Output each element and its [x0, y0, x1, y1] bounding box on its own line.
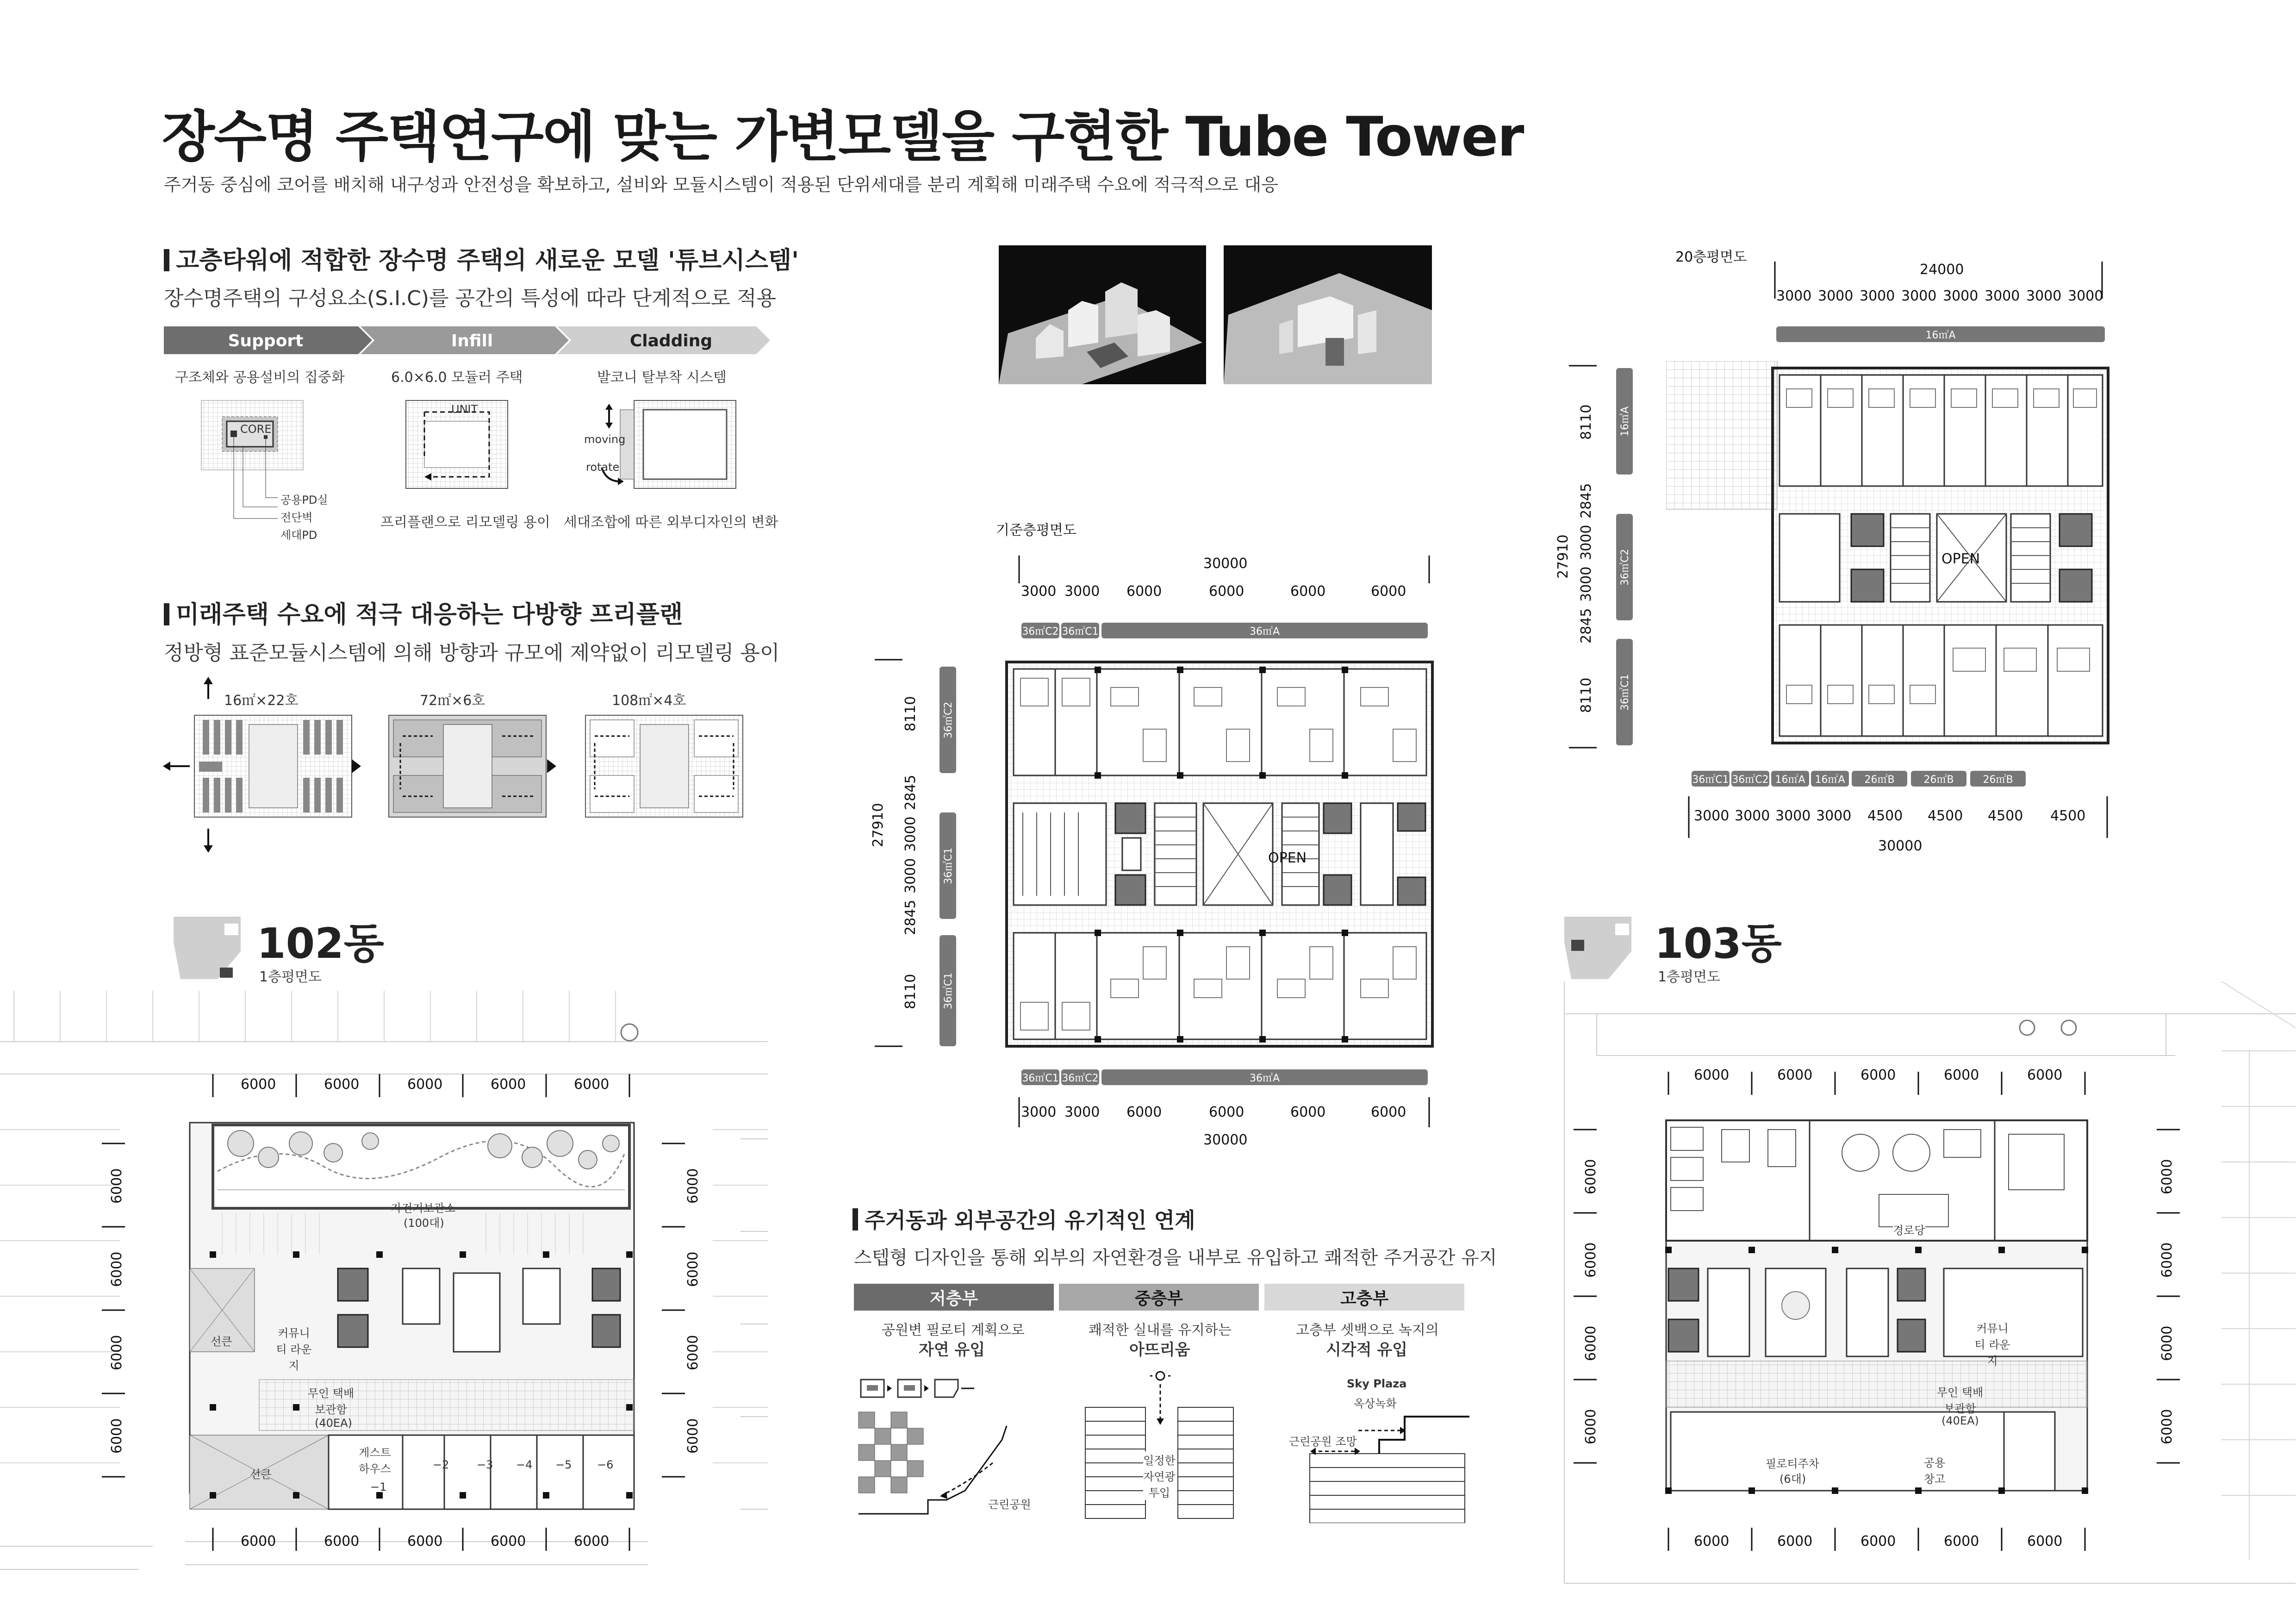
dim: 6000	[241, 1533, 276, 1549]
outdoor-sub: 스텝형 디자인을 통해 외부의 자연환경을 내부로 유입하고 쾌적한 주거공간 유지	[854, 1247, 1497, 1268]
dim: 6000	[1583, 1409, 1599, 1444]
pill-text: 36㎡C1	[1619, 674, 1631, 711]
infill-caption: 프리플랜으로 리모델링 용이	[380, 514, 550, 531]
floor20-bottom-pill: 36㎡C2	[1731, 771, 1769, 787]
dim: 6000	[1694, 1533, 1730, 1549]
dim: 2845	[1578, 483, 1594, 518]
dim: 3000	[1985, 288, 2020, 304]
tier-low-desc: 공원변 필로티 계획으로	[882, 1322, 1025, 1338]
typical-top-dims	[1018, 583, 1435, 602]
typical-bottom-pill-c1: 36㎡C1	[1021, 1069, 1059, 1085]
dim: 6000	[2027, 1533, 2063, 1549]
outdoor-light-label: 일정한 자연광 투입	[1143, 1451, 1176, 1500]
outdoor-heading-text: 주거동과 외부공간의 유기적인 연계	[865, 1208, 1195, 1233]
dim: 8110	[1578, 404, 1594, 440]
option-3-label: 108㎡×4호	[612, 693, 686, 709]
legend-unit-pd: 세대PD	[280, 529, 317, 542]
floor20-bottom-ticks	[1687, 796, 2113, 838]
typical-total-depth: 27910	[870, 803, 886, 847]
dim: 6000	[685, 1418, 701, 1454]
dim: 6000	[574, 1533, 610, 1549]
floor20-top-pill: 16㎡A	[1776, 326, 2105, 342]
b102-sunken-2: 선큰	[250, 1468, 272, 1481]
dim: 3000	[2026, 288, 2062, 304]
b102-bottom-dims	[213, 1533, 639, 1552]
b102-key-map	[171, 914, 245, 981]
dim: 3000	[1578, 566, 1594, 602]
b103-parking-count: (6대)	[1780, 1473, 1806, 1486]
b103-storage-label: 공용 창고	[1923, 1456, 1946, 1486]
floor20-total-width: 24000	[1920, 262, 1964, 278]
dim: 6000	[1126, 583, 1162, 600]
b102-guest-6: −6	[597, 1458, 614, 1471]
dim: 3000	[1943, 288, 1979, 304]
dim: 6000	[2159, 1325, 2175, 1361]
floor20-open-label: OPEN	[1941, 551, 1980, 567]
b102-top-dims	[213, 1076, 639, 1095]
floor20-left-pill-a	[1616, 368, 1633, 475]
b102-bike-label: 자전거보관소	[391, 1202, 456, 1215]
dim: 3000	[2068, 288, 2103, 304]
tier-mid-desc: 쾌적한 실내를 유지하는	[1089, 1322, 1232, 1338]
b103-key-map	[1562, 914, 1636, 981]
floor20-bottom-pill: 26㎡B	[1852, 771, 1907, 787]
dim: 6000	[1583, 1325, 1599, 1361]
dim: 3000	[1694, 808, 1730, 824]
b103-elder-label: 경로당	[1893, 1221, 1925, 1237]
legend-shear-wall: 전단벽	[280, 511, 313, 524]
heading-bar	[164, 603, 169, 625]
dim: 6000	[1860, 1533, 1896, 1549]
dim: 6000	[407, 1533, 443, 1549]
dim: 3000	[902, 858, 919, 893]
dim: 2845	[902, 899, 919, 935]
dim: 4500	[2050, 808, 2086, 824]
b102-guest-5: −5	[555, 1458, 572, 1471]
dim: 4500	[1928, 808, 1963, 824]
dim: 6000	[109, 1168, 125, 1204]
floor20-bottom-pill: 26㎡B	[1970, 771, 2026, 787]
floor20-label: 20층평면도	[1675, 249, 1747, 265]
dim: 6000	[1290, 1104, 1326, 1120]
typical-plan-drawing	[1004, 660, 1435, 1049]
tier-low: 저층부	[854, 1284, 1054, 1311]
support-label: Support	[228, 331, 304, 350]
dim: 6000	[1290, 583, 1326, 600]
dim: 2845	[1578, 608, 1594, 643]
infill-desc: 6.0×6.0 모듈러 주택	[391, 369, 523, 386]
b102-guest-1: −1	[370, 1480, 387, 1493]
dim: 6000	[574, 1076, 610, 1093]
model-photo-1	[999, 245, 1206, 384]
dim: 6000	[1209, 1104, 1244, 1120]
dim: 3000	[902, 816, 919, 852]
dim: 6000	[1777, 1067, 1813, 1083]
b102-name: 102동	[257, 919, 384, 968]
pill-text: 36㎡C2	[1619, 549, 1631, 586]
typical-bottom-pill-a: 36㎡A	[1101, 1069, 1428, 1085]
floor20-left-pill-c2	[1616, 514, 1633, 620]
legend-public-pd: 공용PD실	[280, 493, 328, 506]
pill-text: 36㎡C1	[943, 847, 955, 884]
floor20-top-ticks	[1773, 262, 2106, 299]
tube-system-heading-text: 고층타워에 적합한 장수명 주택의 새로운 모델 '튜브시스템'	[176, 247, 799, 275]
support-desc: 구조체와 공용설비의 집중화	[175, 369, 345, 386]
dim: 3000	[1735, 808, 1770, 824]
floor20-bottom-pill: 26㎡B	[1911, 771, 1966, 787]
dim: 6000	[1944, 1533, 1979, 1549]
dim: 6000	[241, 1076, 276, 1093]
dim: 3000	[1860, 288, 1895, 304]
freeplan-diagrams	[157, 676, 768, 861]
dim: 8110	[902, 974, 919, 1009]
dim: 3000	[1064, 583, 1100, 600]
typical-bottom-dims	[1018, 1104, 1435, 1123]
dim: 6000	[1944, 1067, 1979, 1083]
dim: 3000	[1901, 288, 1937, 304]
dim: 6000	[685, 1251, 701, 1287]
tier-high: 고층부	[1264, 1284, 1464, 1311]
heading-bar	[852, 1208, 858, 1230]
option-1-label: 16㎡×22호	[224, 693, 299, 709]
page-title: 장수명 주택연구에 맞는 가변모델을 구현한 Tube Tower	[162, 105, 1524, 169]
dim: 6000	[1209, 583, 1244, 600]
dim: 3000	[1021, 1104, 1057, 1120]
b103-bottom-dims	[1685, 1533, 2110, 1552]
dim: 6000	[407, 1076, 443, 1093]
tier-low-bold: 자연 유입	[919, 1341, 985, 1359]
tube-system-sub: 장수명주택의 구성요소(S.I.C)를 공간의 특성에 따라 단계적으로 적용	[164, 287, 776, 310]
typical-top-pill-a: 36㎡A	[1101, 623, 1428, 638]
typical-total-width: 30000	[1203, 556, 1248, 572]
dim: 6000	[1860, 1067, 1896, 1083]
dim: 4500	[1988, 808, 2023, 824]
dim: 6000	[491, 1533, 526, 1549]
pill-text: 36㎡C2	[943, 701, 955, 738]
dim: 6000	[685, 1168, 701, 1204]
typical-open-label: OPEN	[1268, 850, 1307, 866]
floor20-bottom-pills	[1692, 771, 2108, 788]
rotate-label: rotate	[586, 461, 620, 474]
typical-top-pill-c2: 36㎡C2	[1021, 623, 1059, 638]
dim: 6000	[1694, 1067, 1730, 1083]
dim: 6000	[1777, 1533, 1813, 1549]
pill-text: 36㎡C1	[943, 972, 955, 1009]
outdoor-skyplaza: Sky Plaza	[1347, 1377, 1407, 1390]
b102-bike-count: (100대)	[404, 1217, 444, 1230]
dim: 3000	[1775, 808, 1811, 824]
floor20-left-pill-c1	[1616, 639, 1633, 745]
dim: 6000	[2159, 1159, 2175, 1194]
floor20-bottom-pill: 36㎡C1	[1692, 771, 1730, 787]
floor20-bottom-pill: 16㎡A	[1811, 771, 1849, 787]
model-photo-2	[1224, 245, 1432, 384]
b103-community-label: 커뮤니티 라운지	[1974, 1322, 2010, 1368]
b102-guest-3: −3	[477, 1458, 493, 1471]
plan-heading-text: 미래주택 수요에 적극 대응하는 다방향 프리플랜	[176, 601, 683, 629]
b103-delivery-label: 무인 택배보관함	[1936, 1386, 1984, 1415]
b103-top-dims	[1685, 1067, 2110, 1086]
dim: 6000	[685, 1335, 701, 1370]
plan-sub: 정방형 표준모듈시스템에 의해 방향과 규모에 제약없이 리모델링 용이	[164, 641, 780, 665]
dim: 6000	[324, 1076, 360, 1093]
plan-heading	[164, 595, 683, 630]
typical-bottom-total: 30000	[1203, 1132, 1248, 1148]
cladding-desc: 발코니 탈부착 시스템	[597, 369, 727, 386]
dim: 6000	[1371, 1104, 1406, 1120]
b103-delivery-count: (40EA)	[1941, 1414, 1979, 1427]
dim: 6000	[324, 1533, 360, 1549]
b102-sunken-1: 선큰	[211, 1335, 232, 1348]
typical-left-pill-c1	[940, 812, 956, 919]
dim: 6000	[1126, 1104, 1162, 1120]
page-subtitle: 주거동 중심에 코어를 배치해 내구성과 안전성을 확보하고, 설비와 모듈시스템이 적용된 단위세대를 분리 계획해 미래주택 수요에 적극적으로 대응	[164, 175, 1278, 195]
typical-plan-label: 기준층평면도	[996, 522, 1076, 538]
heading-bar	[164, 249, 169, 271]
dim: 8110	[902, 696, 919, 731]
dim: 6000	[2159, 1409, 2175, 1444]
dim: 6000	[109, 1335, 125, 1370]
b103-parking-label: 필로티주차	[1766, 1457, 1819, 1470]
typical-left-dim-lines	[875, 657, 902, 1051]
pill-text: 16㎡A	[1619, 406, 1631, 437]
outdoor-heading	[852, 1204, 1195, 1234]
typical-left-pill-c1b	[940, 935, 956, 1046]
dim: 3000	[1578, 525, 1594, 560]
tier-high-desc: 고층부 셋백으로 녹지의	[1296, 1322, 1439, 1338]
dim: 6000	[491, 1076, 526, 1093]
cladding-caption: 세대조합에 따른 외부디자인의 변화	[564, 514, 778, 531]
dim: 4500	[1867, 808, 1903, 824]
outdoor-view: 근린공원 조망	[1289, 1435, 1357, 1448]
dim: 6000	[1583, 1159, 1599, 1194]
cladding-label: Cladding	[629, 331, 713, 350]
tube-system-heading	[164, 241, 799, 275]
dim: 6000	[2159, 1242, 2175, 1278]
floor20-drawing	[1666, 361, 2110, 750]
b103-name: 103동	[1655, 919, 1782, 968]
dim: 3000	[1776, 288, 1812, 304]
core-label: CORE	[240, 423, 272, 436]
dim: 2845	[902, 775, 919, 810]
floor20-total-depth: 27910	[1555, 534, 1571, 579]
dim: 6000	[109, 1418, 125, 1454]
b102-delivery-count: (40EA)	[315, 1417, 352, 1430]
typical-left-pill-c2	[940, 667, 956, 773]
b102-guest-label: 게스트 하우스	[359, 1446, 391, 1475]
b103-floor: 1층평면도	[1658, 969, 1721, 985]
outdoor-diagrams	[854, 1370, 1469, 1523]
dim: 3000	[1064, 1104, 1100, 1120]
tier-mid: 중층부	[1059, 1284, 1259, 1311]
tier-high-bold: 시각적 유입	[1326, 1341, 1408, 1359]
typical-bottom-pill-c2: 36㎡C2	[1061, 1069, 1099, 1085]
typical-top-pill-c1: 36㎡C1	[1061, 623, 1099, 638]
dim: 3000	[1816, 808, 1852, 824]
infill-label: Infill	[451, 331, 493, 350]
dim: 6000	[2027, 1067, 2063, 1083]
dim: 3000	[1818, 288, 1854, 304]
moving-label: moving	[584, 433, 626, 446]
unit-label: UNIT	[451, 403, 478, 416]
floor20-bottom-total: 30000	[1878, 838, 1923, 854]
outdoor-rooftop: 옥상녹화	[1354, 1397, 1397, 1410]
option-2-label: 72㎡×6호	[420, 693, 485, 709]
b102-community-label: 커뮤니티 라운지	[276, 1327, 312, 1372]
dim: 8110	[1578, 677, 1594, 713]
tier-mid-bold: 아뜨리움	[1129, 1341, 1190, 1359]
floor20-bottom-pill: 16㎡A	[1771, 771, 1809, 787]
dim: 3000	[1021, 583, 1057, 600]
dim: 6000	[109, 1251, 125, 1287]
b102-delivery-label: 무인 택배보관함	[307, 1387, 355, 1416]
outdoor-park-label: 근린공원	[988, 1498, 1031, 1511]
b102-guest-4: −4	[516, 1458, 533, 1471]
dim: 6000	[1371, 583, 1406, 600]
b102-floor: 1층평면도	[259, 969, 322, 985]
b102-guest-2: −2	[433, 1458, 449, 1471]
dim: 6000	[1583, 1242, 1599, 1278]
